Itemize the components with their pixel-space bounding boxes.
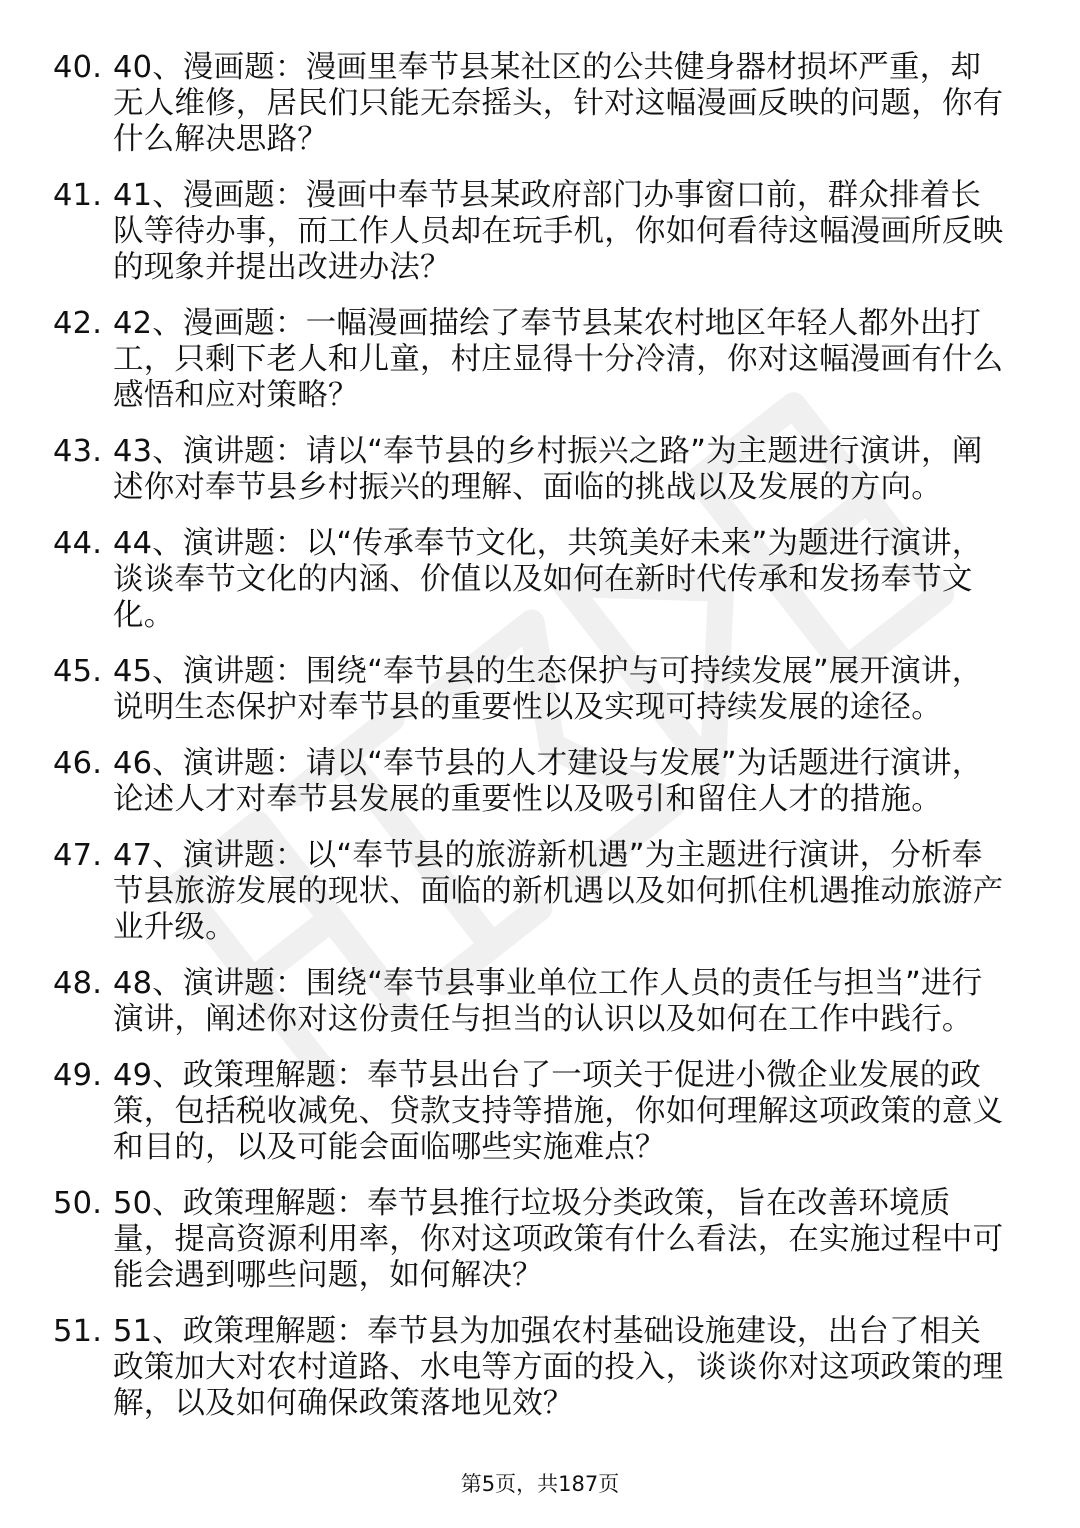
question-number: 47. [53,838,103,873]
question-number: 41. [53,178,103,213]
question-number: 43. [53,434,103,469]
question-text: 48、演讲题：围绕“奉节县事业单位工作人员的责任与担当”进行演讲，阐述你对这份责任与担当的认识以及如何在工作中践行。 [113,966,983,1037]
question-number: 42. [53,306,103,341]
question-text: 43、演讲题：请以“奉节县的乡村振兴之路”为主题进行演讲，阐述你对奉节县乡村振兴的理解、面临的挑战以及发展的方向。 [113,434,983,505]
question-text: 50、政策理解题：奉节县推行垃圾分类政策，旨在改善环境质量，提高资源利用率，你对这项政策有什么看法，在实施过程中可能会遇到哪些问题，如何解决？ [113,1186,1004,1293]
question-item [0,50,1080,158]
question-number: 40. [53,50,103,85]
question-number: 44. [53,526,103,561]
page-footer [0,1471,1080,1497]
question-item [0,746,1080,818]
question-item [0,654,1080,726]
question-list [0,50,1080,1442]
question-item [0,1314,1080,1422]
question-item [0,178,1080,286]
question-number: 46. [53,746,103,781]
question-item [0,1186,1080,1294]
question-text: 51、政策理解题：奉节县为加强农村基础设施建设，出台了相关政策加大对农村道路、水电等方面的投入，谈谈你对这项政策的理解，以及如何确保政策落地见效？ [113,1314,1004,1421]
question-item [0,306,1080,414]
question-item [0,434,1080,506]
question-text: 46、演讲题：请以“奉节县的人才建设与发展”为话题进行演讲，论述人才对奉节县发展的重要性以及吸引和留住人才的措施。 [113,746,983,817]
question-text: 40、漫画题：漫画里奉节县某社区的公共健身器材损坏严重，却无人维修，居民们只能无奈摇头，针对这幅漫画反映的问题，你有什么解决思路？ [113,50,1004,157]
question-number: 45. [53,654,103,689]
question-text: 41、漫画题：漫画中奉节县某政府部门办事窗口前，群众排着长队等待办事，而工作人员却在玩手机，你如何看待这幅漫画所反映的现象并提出改进办法？ [113,178,1004,285]
question-item [0,1058,1080,1166]
question-number: 50. [53,1186,103,1221]
question-number: 51. [53,1314,103,1349]
question-text: 47、演讲题：以“奉节县的旅游新机遇”为主题进行演讲，分析奉节县旅游发展的现状、面临的新机遇以及如何抓住机遇推动旅游产业升级。 [113,838,1004,945]
page-number-label: 第5页，共187页 [460,1472,620,1496]
question-text: 44、演讲题：以“传承奉节文化，共筑美好未来”为题进行演讲，谈谈奉节文化的内涵、价值以及如何在新时代传承和发扬奉节文化。 [113,526,983,633]
question-item [0,966,1080,1038]
question-number: 49. [53,1058,103,1093]
question-item [0,526,1080,634]
question-number: 48. [53,966,103,1001]
question-text: 42、漫画题：一幅漫画描绘了奉节县某农村地区年轻人都外出打工，只剩下老人和儿童，村庄显得十分冷清，你对这幅漫画有什么感悟和应对策略？ [113,306,1004,413]
question-item [0,838,1080,946]
question-text: 45、演讲题：围绕“奉节县的生态保护与可持续发展”展开演讲，说明生态保护对奉节县的重要性以及实现可持续发展的途径。 [113,654,983,725]
question-text: 49、政策理解题：奉节县出台了一项关于促进小微企业发展的政策，包括税收减免、贷款支持等措施，你如何理解这项政策的意义和目的，以及可能会面临哪些实施难点？ [113,1058,1004,1165]
